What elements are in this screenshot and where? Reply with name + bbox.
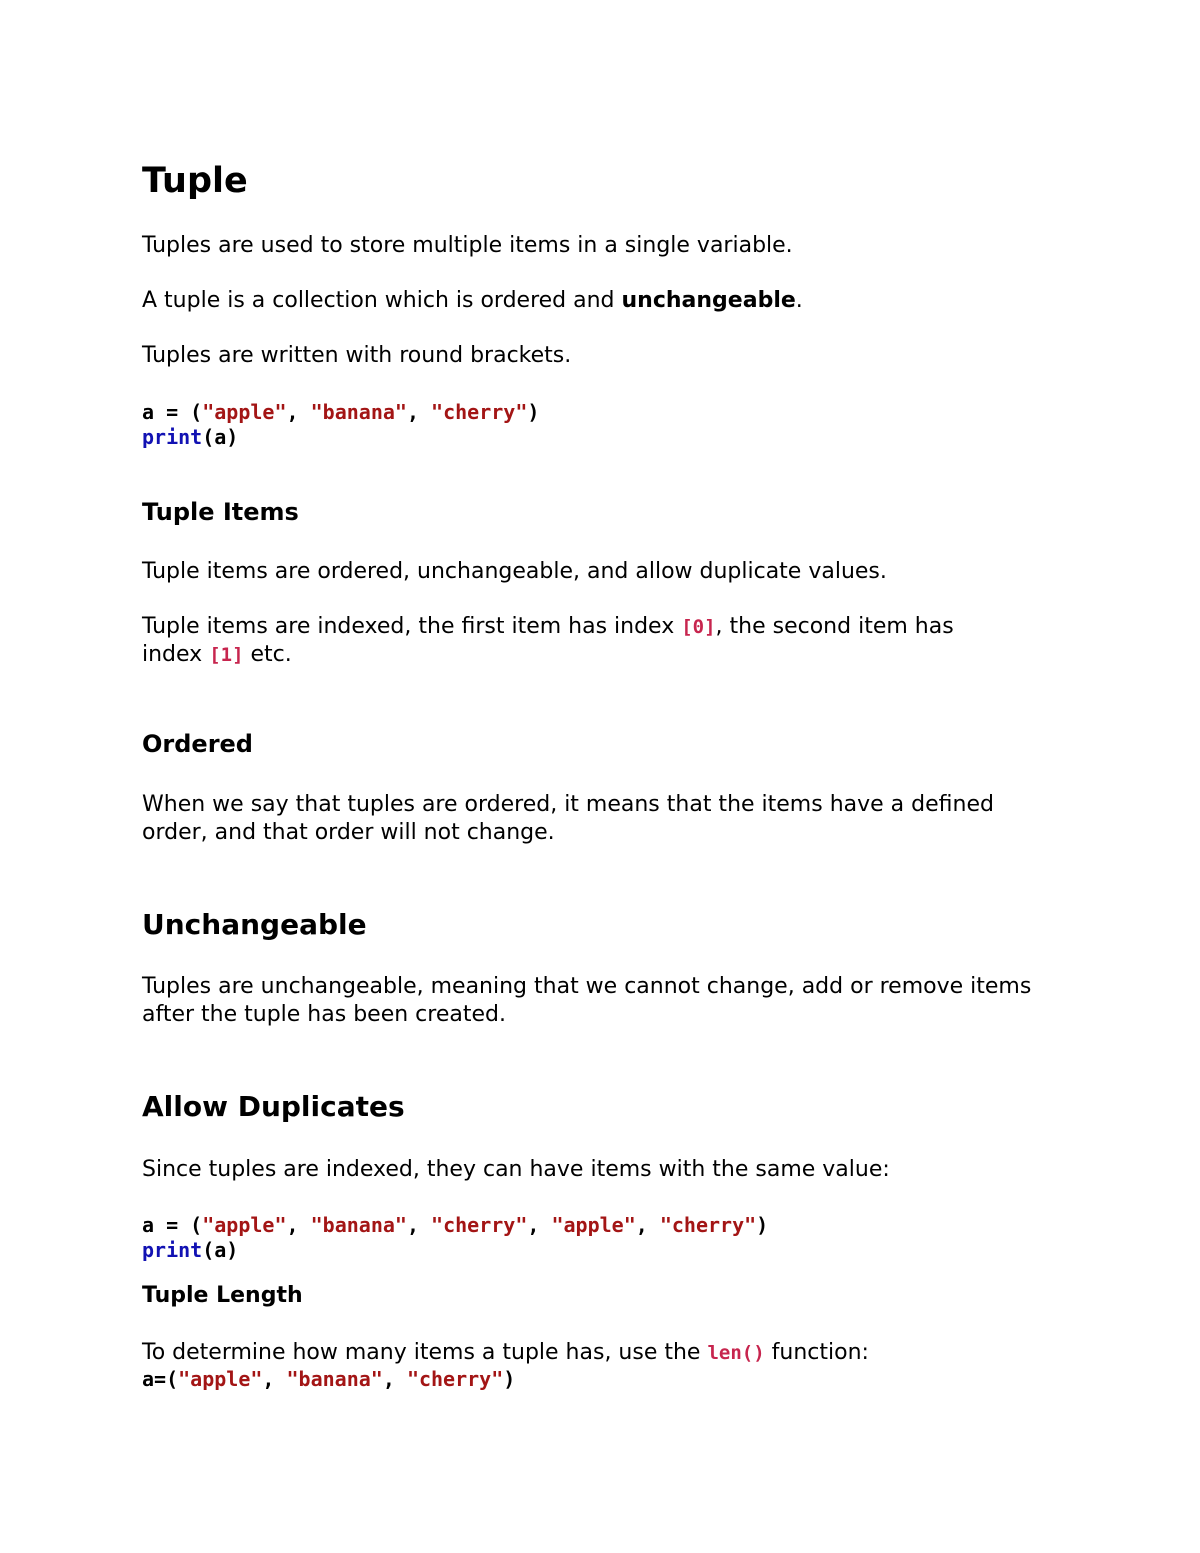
string-token: "apple" (202, 1213, 287, 1237)
keyword-token: print (142, 425, 203, 449)
code-token: a=( (142, 1367, 179, 1391)
section-heading-ordered: Ordered (142, 730, 253, 758)
string-token: "banana" (310, 400, 407, 424)
unchangeable-emphasis: unchangeable (621, 288, 796, 313)
code-line (142, 1238, 768, 1263)
code-token: , (406, 1213, 432, 1237)
code-token: ) (756, 1213, 769, 1237)
code-token: , (286, 400, 311, 424)
text-run: function: (764, 1340, 869, 1365)
code-token: (a) (202, 1238, 239, 1262)
text-line: Tuples are unchangeable, meaning that we cannot change, add or remove items (142, 974, 1032, 999)
code-token: a = ( (142, 1213, 203, 1237)
section-heading-tuple-items: Tuple Items (142, 498, 299, 526)
code-token: (a) (202, 425, 239, 449)
intro-text: A tuple is a collection which is ordered and (142, 288, 622, 313)
unchangeable-paragraph (142, 973, 1031, 1029)
code-token: ) (503, 1367, 516, 1391)
duplicates-paragraph: Since tuples are indexed, they can have items with the same value: (142, 1157, 890, 1182)
code-block-1 (142, 400, 539, 450)
code-token: , (382, 1367, 407, 1391)
text-line: after the tuple has been created. (142, 1002, 506, 1027)
code-block-2 (142, 1213, 768, 1263)
string-token: "cherry" (659, 1213, 757, 1237)
code-token: , (527, 1213, 552, 1237)
tuple-items-paragraph-2 (142, 613, 954, 669)
section-heading-allow-duplicates: Allow Duplicates (142, 1090, 405, 1123)
length-paragraph (142, 1339, 869, 1367)
ordered-paragraph (142, 791, 994, 847)
text-line: When we say that tuples are ordered, it means that the items have a defined (142, 792, 994, 817)
intro-paragraph-2 (142, 287, 803, 315)
inline-code: len() (707, 1342, 765, 1364)
code-token: , (406, 400, 432, 424)
intro-period: . (795, 288, 803, 313)
intro-paragraph-1: Tuples are used to store multiple items in a single variable. (142, 233, 793, 258)
string-token: "banana" (310, 1213, 407, 1237)
text-line (142, 641, 954, 669)
string-token: "cherry" (431, 1213, 528, 1237)
string-token: "cherry" (406, 1367, 504, 1391)
string-token: "cherry" (431, 400, 528, 424)
text-run: etc. (243, 642, 292, 667)
string-token: "apple" (178, 1367, 263, 1391)
code-line (142, 1213, 768, 1238)
section-heading-tuple-length: Tuple Length (142, 1283, 303, 1308)
inline-code: [0] (681, 616, 716, 638)
code-line (142, 425, 539, 450)
intro-paragraph-3: Tuples are written with round brackets. (142, 343, 572, 368)
string-token: "apple" (551, 1213, 636, 1237)
code-token: ) (527, 400, 540, 424)
code-token: , (286, 1213, 311, 1237)
code-token: , (262, 1367, 287, 1391)
code-block-3 (142, 1367, 515, 1392)
text-line: order, and that order will not change. (142, 820, 555, 845)
text-run: To determine how many items a tuple has, use the (142, 1340, 708, 1365)
tuple-items-paragraph-1: Tuple items are ordered, unchangeable, and allow duplicate values. (142, 559, 887, 584)
page-title: Tuple (142, 161, 248, 201)
keyword-token: print (142, 1238, 203, 1262)
code-token: , (635, 1213, 660, 1237)
inline-code: [1] (209, 644, 244, 666)
string-token: "apple" (202, 400, 287, 424)
text-run: , the second item has (715, 614, 954, 639)
text-run: Tuple items are indexed, the first item has index (142, 614, 682, 639)
code-line (142, 1367, 515, 1392)
section-heading-unchangeable: Unchangeable (142, 908, 367, 941)
text-run: index (142, 642, 210, 667)
string-token: "banana" (286, 1367, 383, 1391)
code-line (142, 400, 539, 425)
text-line (142, 613, 954, 641)
code-token: a = ( (142, 400, 203, 424)
